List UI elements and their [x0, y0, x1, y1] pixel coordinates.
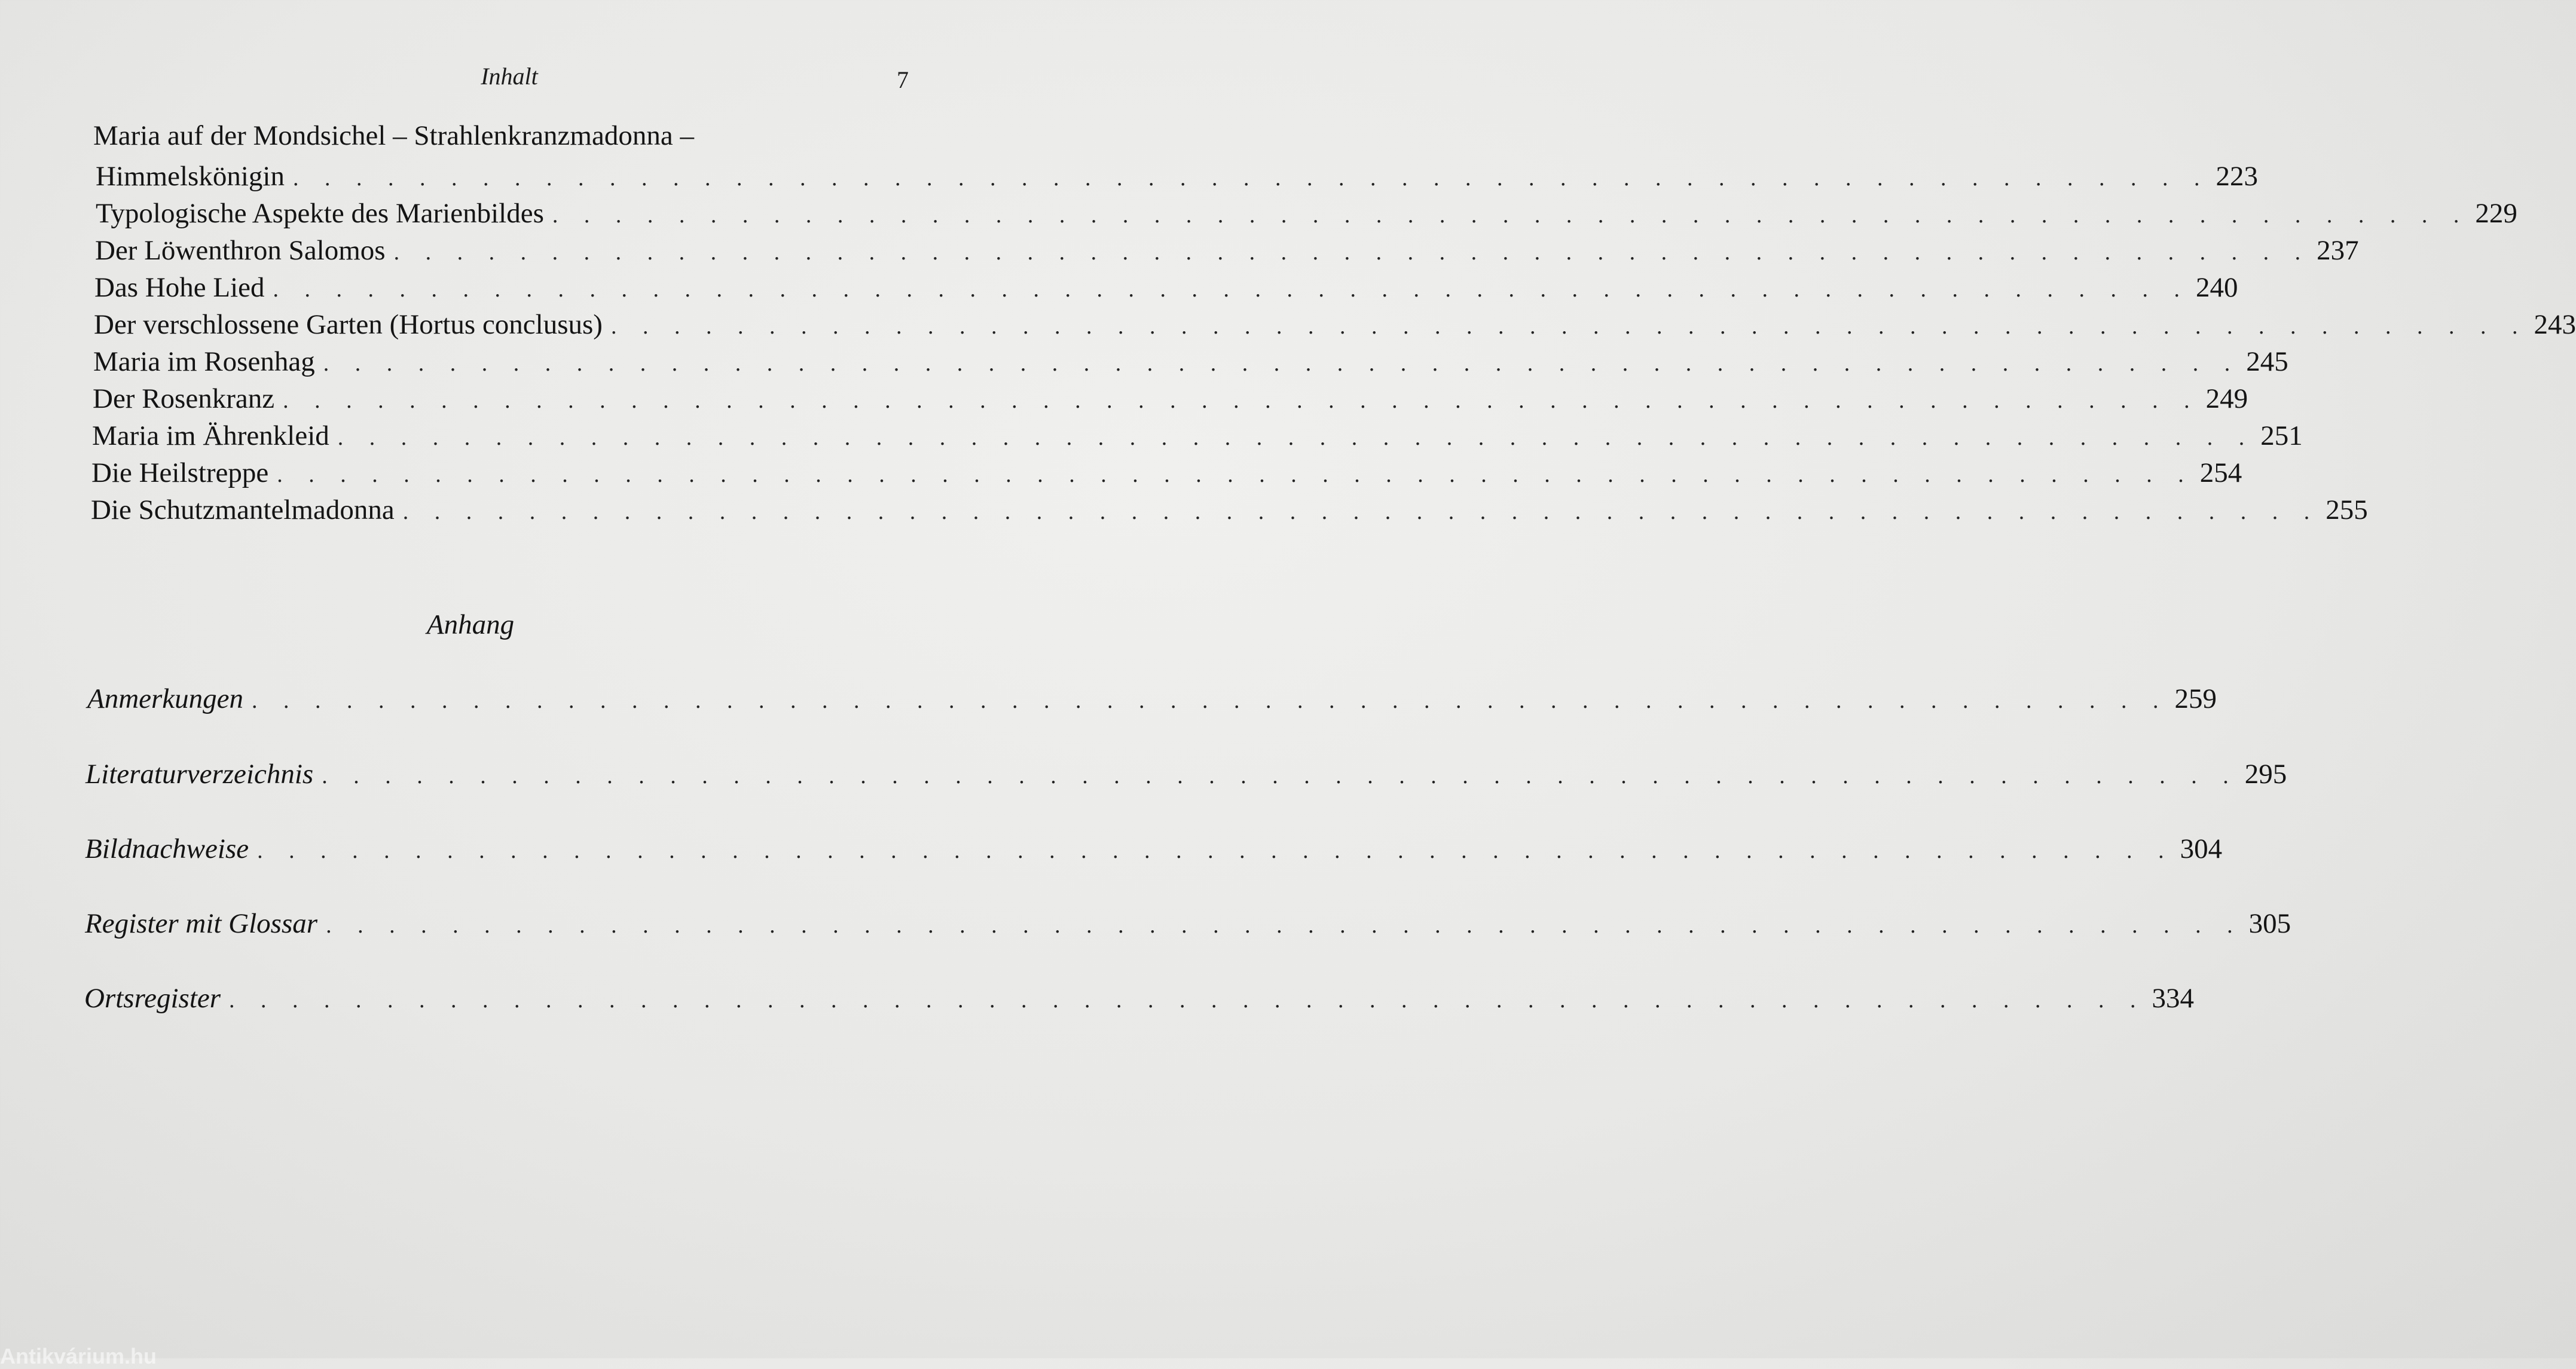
toc-entry [95, 234, 2359, 267]
toc-entry-title: Himmelskönigin [96, 161, 285, 192]
appendix-entry-title: Ortsregister [84, 983, 221, 1014]
dot-leader: . . . . . . . . . . . . . . . . . . . . . . . . . . . . . . . . . . . . . . . . . . . . . . . . . . . . . . . . . . . . . [292, 166, 2210, 191]
toc-entry-first-line: Maria auf der Mondsichel – Strahlenkranzmadonna – [93, 120, 694, 151]
toc-entry-title: Der Rosenkranz [93, 383, 275, 414]
appendix-entry-page: 304 [2180, 833, 2223, 864]
toc-entry [92, 420, 2303, 452]
dot-leader: . . . . . . . . . . . . . . . . . . . . . . . . . . . . . . . . . . . . . . . . . . . . . . . . . . . . . . . . . . . . . [393, 240, 2311, 265]
toc-entry [94, 308, 2576, 341]
section-heading-anhang: Anhang [426, 609, 515, 640]
toc-entry-page: 245 [2246, 346, 2288, 377]
dot-leader: . . . . . . . . . . . . . . . . . . . . . . . . . . . . . . . . . . . . . . . . . . . . . . . . . . . . . . . . . . . . . [283, 388, 2200, 413]
toc-entry-page: 254 [2199, 457, 2242, 488]
dot-leader: . . . . . . . . . . . . . . . . . . . . . . . . . . . . . . . . . . . . . . . . . . . . . . . . . . . . . . . . . . . . . [326, 913, 2243, 938]
page-number: 7 [897, 66, 909, 93]
toc-entry-page: 223 [2216, 161, 2258, 192]
toc-entry-page: 243 [2534, 309, 2576, 340]
toc-entry [91, 494, 2368, 526]
dot-leader: . . . . . . . . . . . . . . . . . . . . . . . . . . . . . . . . . . . . . . . . . . . . . . . . . . . . . . . . . . . . . [273, 277, 2190, 302]
toc-entry [96, 160, 2258, 192]
toc-entry [96, 197, 2517, 230]
dot-leader: . . . . . . . . . . . . . . . . . . . . . . . . . . . . . . . . . . . . . . . . . . . . . . . . . . . . . . . . . . . . . [277, 462, 2194, 487]
toc-entry-page: 240 [2196, 272, 2238, 303]
running-header: Inhalt [481, 63, 538, 90]
watermark: Antikvárium.hu [0, 1344, 157, 1368]
appendix-entry [85, 907, 2291, 940]
appendix-entry [85, 758, 2287, 790]
dot-leader: . . . . . . . . . . . . . . . . . . . . . . . . . . . . . . . . . . . . . . . . . . . . . . . . . . . . . . . . . . . . . [337, 425, 2255, 450]
appendix-entry-title: Literaturverzeichnis [85, 759, 314, 790]
appendix-entry-title: Bildnachweise [85, 833, 249, 864]
toc-entry-page: 251 [2260, 420, 2303, 451]
toc-entry-title: Der Löwenthron Salomos [95, 235, 386, 266]
appendix-entry-page: 334 [2152, 983, 2195, 1014]
appendix-entry [84, 982, 2195, 1014]
toc-entry-title: Maria im Rosenhag [93, 346, 315, 377]
dot-leader: . . . . . . . . . . . . . . . . . . . . . . . . . . . . . . . . . . . . . . . . . . . . . . . . . . . . . . . . . . . . . [552, 203, 2470, 228]
dot-leader: . . . . . . . . . . . . . . . . . . . . . . . . . . . . . . . . . . . . . . . . . . . . . . . . . . . . . . . . . . . . . [252, 688, 2169, 713]
toc-entry-page: 229 [2475, 198, 2517, 229]
toc-entry [93, 346, 2288, 378]
toc-entry-title: Das Hohe Lied [94, 272, 265, 303]
toc-entry-title: Maria im Ährenkleid [92, 420, 329, 451]
appendix-entry-page: 295 [2244, 759, 2287, 790]
toc-entry [94, 271, 2238, 304]
toc-entry-title: Die Heilstreppe [91, 457, 269, 488]
toc-entry-page: 237 [2317, 235, 2359, 266]
appendix-entry-page: 305 [2248, 908, 2291, 939]
appendix-entry-page: 259 [2174, 683, 2217, 714]
appendix-entry-title: Register mit Glossar [85, 908, 318, 939]
toc-entry [93, 383, 2248, 415]
dot-leader: . . . . . . . . . . . . . . . . . . . . . . . . . . . . . . . . . . . . . . . . . . . . . . . . . . . . . . . . . . . . . [402, 499, 2320, 524]
appendix-entry [87, 683, 2217, 715]
dot-leader: . . . . . . . . . . . . . . . . . . . . . . . . . . . . . . . . . . . . . . . . . . . . . . . . . . . . . . . . . . . . . [322, 763, 2239, 789]
dot-leader: . . . . . . . . . . . . . . . . . . . . . . . . . . . . . . . . . . . . . . . . . . . . . . . . . . . . . . . . . . . . . [323, 351, 2241, 376]
toc-entry-title: Typologische Aspekte des Marienbildes [96, 198, 544, 229]
dot-leader: . . . . . . . . . . . . . . . . . . . . . . . . . . . . . . . . . . . . . . . . . . . . . . . . . . . . . . . . . . . . . [257, 838, 2174, 863]
toc-entry-title: Der verschlossene Garten (Hortus conclusus) [94, 309, 603, 340]
appendix-entry-title: Anmerkungen [87, 683, 244, 714]
appendix-entry [85, 833, 2223, 865]
dot-leader: . . . . . . . . . . . . . . . . . . . . . . . . . . . . . . . . . . . . . . . . . . . . . . . . . . . . . . . . . . . . . [229, 988, 2146, 1013]
toc-entry-title: Die Schutzmantelmadonna [91, 494, 395, 525]
toc-entry [91, 457, 2242, 489]
toc-entry-page: 255 [2326, 494, 2368, 525]
toc-entry-page: 249 [2205, 383, 2248, 414]
dot-leader: . . . . . . . . . . . . . . . . . . . . . . . . . . . . . . . . . . . . . . . . . . . . . . . . . . . . . . . . . . . . . [610, 314, 2528, 339]
